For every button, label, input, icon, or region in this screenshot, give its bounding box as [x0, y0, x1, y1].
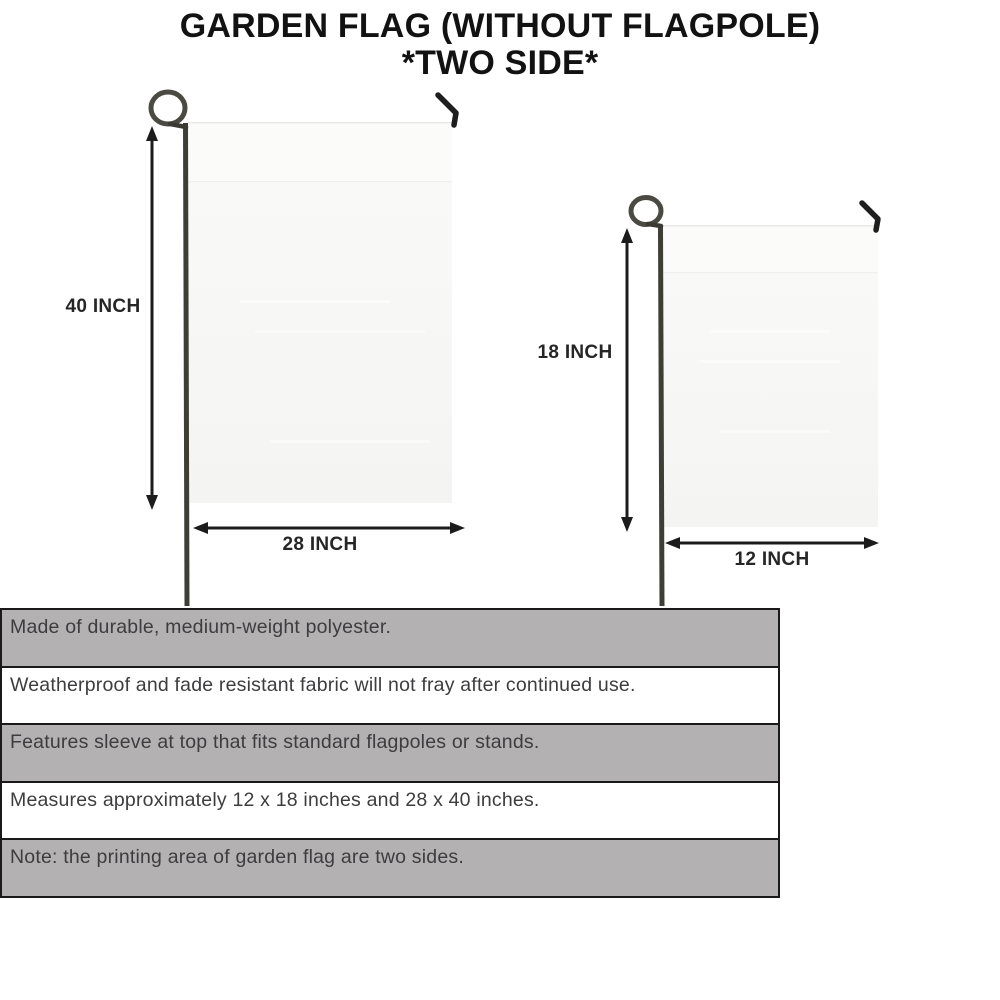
- large-flag-width-label: 28 INCH: [282, 534, 358, 555]
- feature-row-material: Made of durable, medium-weight polyester.: [2, 610, 778, 668]
- feature-row-measurements: Measures approximately 12 x 18 inches and 28 x 40 inches.: [2, 783, 778, 841]
- large-flag-crease: [270, 440, 430, 443]
- small-flag-group: [621, 198, 879, 607]
- small-flag-crease: [720, 430, 830, 433]
- small-flag-crease: [700, 360, 840, 363]
- feature-row-weatherproof: Weatherproof and fade resistant fabric will not fray after continued use.: [2, 668, 778, 726]
- large-flag-sleeve-seam: [188, 181, 452, 182]
- large-flag-height-arrow: [146, 126, 158, 510]
- large-flag-pole: [186, 123, 188, 606]
- large-pole-wire-end: [170, 124, 186, 127]
- large-pole-eyelet: [151, 92, 185, 124]
- large-flag-corner-hook-icon: [438, 95, 456, 125]
- large-flag-group: [146, 92, 465, 606]
- small-flag-width-label: 12 INCH: [734, 549, 810, 570]
- large-flag-top-edge: [188, 122, 452, 124]
- small-flag-height-arrow: [621, 228, 633, 532]
- large-flag-height-label: 40 INCH: [65, 296, 141, 317]
- small-pole-wire-end: [648, 224, 661, 226]
- title-line-1: GARDEN FLAG (WITHOUT FLAGPOLE): [179, 7, 821, 45]
- small-flag-width-arrow: [665, 537, 879, 549]
- large-flag-crease: [255, 330, 425, 333]
- small-flag-height-label: 18 INCH: [537, 342, 613, 363]
- small-flag-crease: [710, 330, 830, 333]
- large-flag-crease: [240, 300, 390, 303]
- features-table: [0, 608, 780, 898]
- small-flag-top-edge: [663, 225, 878, 227]
- small-flag-sleeve-seam: [663, 272, 878, 273]
- title-line-2: *TWO SIDE*: [401, 44, 599, 82]
- small-flag-sleeve: [663, 225, 878, 273]
- small-pole-eyelet: [631, 198, 661, 225]
- feature-row-note: Note: the printing area of garden flag are two sides.: [2, 840, 778, 896]
- feature-row-sleeve: Features sleeve at top that fits standard flagpoles or stands.: [2, 725, 778, 783]
- large-flag-width-arrow: [193, 522, 465, 534]
- small-flag-pole: [661, 226, 663, 606]
- large-flag-sleeve: [188, 122, 452, 182]
